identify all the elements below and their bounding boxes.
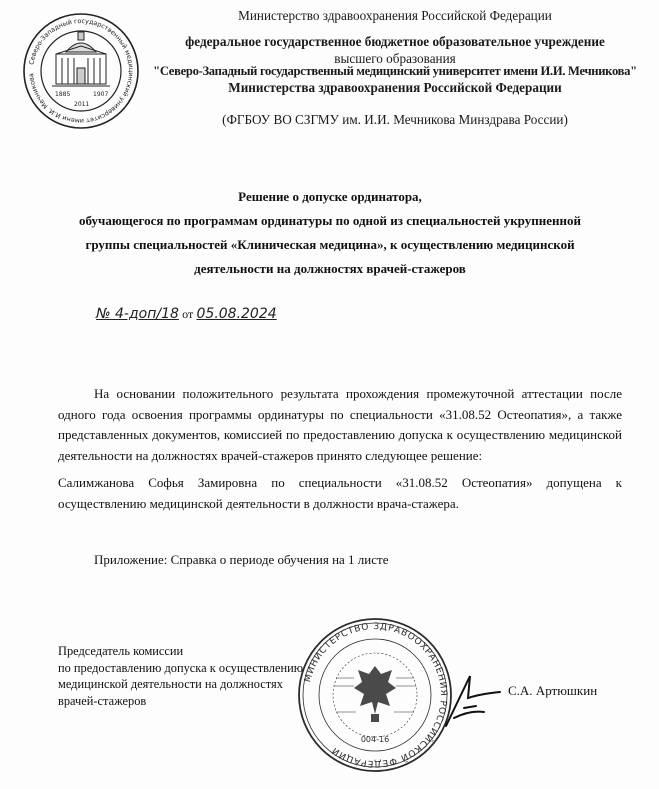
university-logo [22, 12, 140, 130]
decision-number: № 4-доп/18 [96, 306, 179, 322]
chair-line-3: медицинской деятельности на должностях [58, 677, 283, 691]
chair-line-1: Председатель комиссии [58, 644, 184, 658]
signer-name: С.А. Артюшкин [508, 683, 598, 698]
handwritten-signature [440, 668, 510, 730]
logo-year-bottom: 2011 [74, 101, 90, 108]
ministry-name: Министерство здравоохранения Российской Федерации [238, 8, 552, 23]
stamp-ring-text: МИНИСТЕРСТВО ЗДРАВООХРАНЕНИЯ РОССИЙСКОЙ ФЕДЕРАЦИИ [303, 621, 449, 769]
institution-line-3: "Северо-Западный государственный медицинский университет имени И.И. Мечникова" [153, 64, 637, 78]
decision-paragraph-1: На основании положительного результата прохождения промежуточной аттестации после одного года освоения программы ординатуры по специальности «31.08.52 Остеопатия», а также представленных документов, комиссией по предоставлению допуска к осуществлению медицинской деятельности на должностях врачей-стажеров принято следующее решение: [58, 386, 622, 463]
decision-paragraph-2: Салимжанова Софья Замировна по специальности «31.08.52 Остеопатия» допущена к осуществлению медицинской деятельности в должности врача-стажера. [58, 475, 622, 511]
institution-line-2: высшего образования [334, 51, 456, 66]
title-line-1: Решение о допуске ординатора, [238, 189, 422, 204]
logo-year-right: 1907 [93, 91, 109, 98]
date-prefix: от [182, 307, 194, 321]
logo-ring-text: Северо-Западный государственный медицинский университет имени И.И. Мечникова [27, 16, 136, 126]
decision-date: 05.08.2024 [196, 306, 277, 322]
institution-abbreviation: (ФГБОУ ВО СЗГМУ им. И.И. Мечникова Минздрава России) [222, 112, 568, 127]
title-line-3: группы специальностей «Клиническая медицина», к осуществлению медицинской [85, 237, 575, 252]
title-line-2: обучающегося по программам ординатуры по одной из специальностей укрупненной [79, 213, 581, 228]
stamp-code: 004-16 [360, 735, 390, 744]
attachment-note: Приложение: Справка о периоде обучения на 1 листе [94, 552, 389, 567]
chair-line-2: по предоставлению допуска к осуществлению [58, 660, 304, 675]
institution-line-4: Министерства здравоохранения Российской Федерации [228, 80, 562, 95]
document-title [40, 185, 620, 281]
chair-line-4: врачей-стажеров [58, 693, 147, 708]
institution-line-1: федеральное государственное бюджетное образовательное учреждение [185, 34, 605, 49]
official-stamp [296, 616, 454, 774]
decision-number-line [96, 306, 277, 322]
title-line-4: деятельности на должностях врачей-стажеров [194, 261, 466, 276]
commission-chair-title [58, 643, 303, 709]
logo-year-left: 1885 [55, 91, 71, 98]
